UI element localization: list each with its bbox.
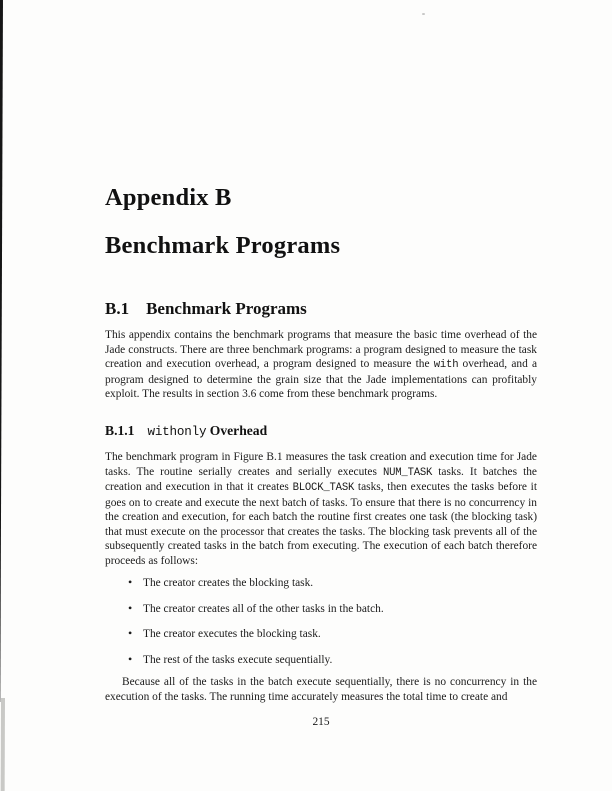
bullet-item: • The creator executes the blocking task. — [105, 627, 537, 642]
subsection-heading — [105, 423, 267, 439]
code-term: NUM_TASK — [382, 466, 433, 479]
scan-edge-artifact-light — [1, 698, 5, 791]
scan-speck — [422, 13, 425, 15]
section-number: B.1 — [105, 299, 130, 318]
scan-edge-artifact — [0, 0, 3, 702]
subsection-code-term: withonly — [147, 425, 207, 439]
text-run: tasks. It batches the creation and execution in that it creates — [105, 465, 537, 494]
section-title: Benchmark Programs — [146, 299, 307, 318]
paragraph-intro — [105, 328, 537, 402]
section-heading — [105, 299, 307, 319]
text-run: The benchmark program in Figure B.1 measures the task creation and execution time for Jade tasks. The routine serially creates and serially executes — [105, 451, 537, 478]
text-run: tasks, then executes the tasks before it goes on to create and execute the next batch of tasks. To ensure that there is no concurrency in the creation and execution, for each batch the routine first creates one task (the blocking task) that must execute on the processor that creates the tasks. The blocking task prevents all of the subsequently created tasks in the batch from executing. The execution of each batch therefore proceeds as follows: — [105, 481, 537, 567]
page-number: 215 — [312, 716, 330, 728]
subsection-title: Overhead — [209, 423, 268, 438]
code-term: BLOCK_TASK — [292, 482, 355, 495]
paragraph-withonly-description — [105, 450, 537, 568]
text-run: overhead, and a program designed to determine the grain size that the Jade implementations can profitably exploit. The results in section 3.6 come from these benchmark programs. — [105, 358, 538, 401]
chapter-number-heading: Appendix B — [105, 184, 232, 211]
batch-steps-list — [105, 576, 537, 667]
chapter-title-heading: Benchmark Programs — [105, 232, 341, 259]
bullet-item: • The creator creates all of the other tasks in the batch. — [105, 602, 537, 617]
bullet-item: • The creator creates the blocking task. — [105, 576, 537, 591]
bullet-item: • The rest of the tasks execute sequentially. — [105, 653, 537, 668]
text-run: This appendix contains the benchmark programs that measure the basic time overhead of the Jade constructs. There are three benchmark programs: a program designed to measure the task creation and execution overhead, a program designed to measure the — [105, 329, 537, 371]
code-term: with — [433, 359, 459, 372]
paragraph-closing: Because all of the tasks in the batch execute sequentially, there is no concurrency in the execution of the tasks. The running time accurately measures the total time to create and — [105, 676, 537, 703]
subsection-number: B.1.1 — [105, 423, 135, 438]
